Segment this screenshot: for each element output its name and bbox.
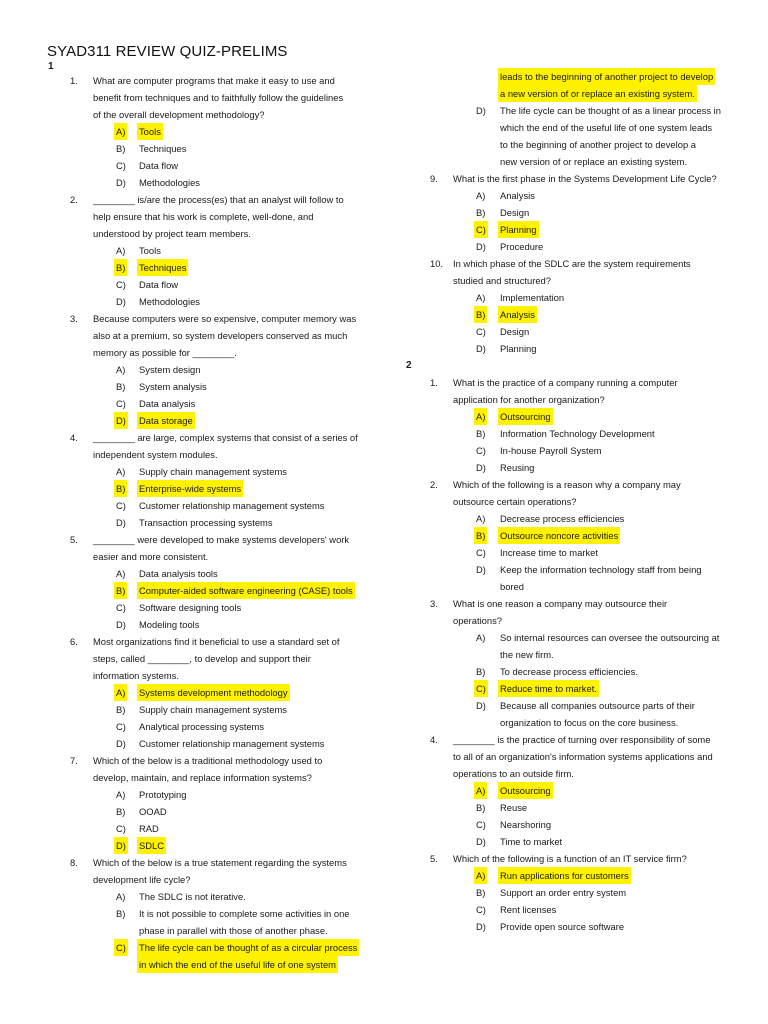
question-text: to all of an organization's information systems applications and: [453, 751, 713, 762]
option-text: Methodologies: [139, 177, 200, 188]
question-number: 6.: [70, 636, 78, 647]
question-number: 5.: [430, 853, 438, 864]
option-letter: A): [474, 408, 487, 425]
option-letter: C): [476, 819, 486, 830]
option-letter: A): [476, 513, 486, 524]
option-letter: A): [116, 568, 126, 579]
correct-answer-text: Outsourcing: [498, 408, 553, 425]
question-text: Because computers were so expensive, computer memory was: [93, 313, 357, 324]
page-title: SYAD311 REVIEW QUIZ-PRELIMS: [47, 43, 288, 60]
option-letter: D): [476, 462, 486, 473]
option-letter: B): [116, 908, 126, 919]
question-text: operations?: [453, 615, 502, 626]
option-letter: C): [116, 602, 126, 613]
option-letter: A): [476, 292, 486, 303]
option-text: the new firm.: [500, 649, 554, 660]
question-text: operations to an outside firm.: [453, 768, 574, 779]
option-letter: C): [116, 721, 126, 732]
question-text: ________ is the practice of turning over responsibility of some: [453, 734, 711, 745]
correct-answer-text: Run applications for customers: [498, 867, 631, 884]
option-text: Planning: [500, 343, 537, 354]
option-text: Software designing tools: [139, 602, 242, 613]
correct-answer-text: in which the end of the useful life of one system: [137, 956, 338, 973]
option-letter: D): [476, 921, 486, 932]
option-text: To decrease process efficiencies.: [500, 666, 638, 677]
question-text: ________ is/are the process(es) that an analyst will follow to: [93, 194, 344, 205]
option-letter: B): [476, 802, 486, 813]
option-text: System design: [139, 364, 201, 375]
correct-answer-text: Outsourcing: [498, 782, 553, 799]
option-text: Prototyping: [139, 789, 187, 800]
option-text: which the end of the useful life of one system leads: [500, 122, 713, 133]
option-text: Design: [500, 207, 530, 218]
option-letter: A): [116, 789, 126, 800]
option-letter: B): [476, 207, 486, 218]
option-letter: B): [116, 704, 126, 715]
option-letter: D): [116, 517, 126, 528]
option-letter: B): [476, 428, 486, 439]
question-text: also at a premium, so system developers conserved as much: [93, 330, 348, 341]
question-text: ________ are large, complex systems that consist of a series of: [93, 432, 358, 443]
option-letter: B): [476, 666, 486, 677]
question-text: of the overall development methodology?: [93, 109, 265, 120]
option-letter: D): [476, 105, 486, 116]
option-letter: D): [116, 296, 126, 307]
question-text: What is the practice of a company running a computer: [453, 377, 678, 388]
correct-answer-text: Systems development methodology: [137, 684, 290, 701]
option-letter: B): [476, 887, 486, 898]
option-text: new version of or replace an existing system.: [500, 156, 688, 167]
correct-answer-text: a new version of or replace an existing system.: [498, 85, 697, 102]
option-text: Supply chain management systems: [139, 466, 287, 477]
option-letter: B): [474, 306, 487, 323]
option-letter: B): [116, 806, 126, 817]
option-letter: D): [476, 700, 486, 711]
option-letter: A): [474, 867, 487, 884]
question-number: 4.: [430, 734, 438, 745]
option-letter: D): [116, 177, 126, 188]
option-text: Increase time to market: [500, 547, 598, 558]
option-letter: C): [116, 279, 126, 290]
question-text: In which phase of the SDLC are the system requirements: [453, 258, 691, 269]
question-text: understood by project team members.: [93, 228, 251, 239]
correct-answer-text: The life cycle can be thought of as a circular process: [137, 939, 359, 956]
correct-answer-text: Enterprise-wide systems: [137, 480, 243, 497]
question-text: Which of the following is a reason why a company may: [453, 479, 681, 490]
option-letter: B): [114, 259, 127, 276]
option-letter: B): [114, 582, 127, 599]
option-letter: A): [476, 632, 486, 643]
question-text: ________ were developed to make systems developers' work: [93, 534, 350, 545]
correct-answer-text: Data storage: [137, 412, 195, 429]
option-text: OOAD: [139, 806, 167, 817]
option-text: RAD: [139, 823, 159, 834]
question-text: outsource certain operations?: [453, 496, 577, 507]
option-letter: C): [116, 823, 126, 834]
option-text: The life cycle can be thought of as a linear process in: [500, 105, 721, 116]
option-text: Support an order entry system: [500, 887, 627, 898]
option-text: Supply chain management systems: [139, 704, 287, 715]
question-number: 1.: [430, 377, 438, 388]
option-letter: A): [114, 684, 127, 701]
question-number: 3.: [70, 313, 78, 324]
option-text: Data flow: [139, 279, 179, 290]
option-letter: C): [474, 680, 488, 697]
option-letter: B): [114, 480, 127, 497]
correct-answer-text: Analysis: [498, 306, 537, 323]
option-text: Tools: [139, 245, 161, 256]
question-text: steps, called ________, to develop and support their: [93, 653, 311, 664]
question-number: 3.: [430, 598, 438, 609]
question-number: 4.: [70, 432, 78, 443]
option-text: It is not possible to complete some activities in one: [139, 908, 350, 919]
option-text: Decrease process efficiencies: [500, 513, 625, 524]
option-letter: D): [476, 836, 486, 847]
question-text: development life cycle?: [93, 874, 191, 885]
question-text: What are computer programs that make it easy to use and: [93, 75, 335, 86]
option-text: Nearshoring: [500, 819, 552, 830]
question-text: memory as possible for ________.: [93, 347, 237, 358]
option-letter: A): [474, 782, 487, 799]
option-letter: D): [116, 738, 126, 749]
correct-answer-text: Tools: [137, 123, 163, 140]
option-letter: C): [474, 221, 488, 238]
question-text: benefit from techniques and to faithfully follow the guidelines: [93, 92, 344, 103]
question-number: 9.: [430, 173, 438, 184]
option-text: Rent licenses: [500, 904, 557, 915]
option-text: Design: [500, 326, 530, 337]
option-text: Reusing: [500, 462, 535, 473]
section-label: 2: [406, 360, 412, 371]
option-text: Techniques: [139, 143, 187, 154]
option-text: Time to market: [500, 836, 563, 847]
option-letter: A): [114, 123, 127, 140]
option-text: phase in parallel with those of another phase.: [139, 925, 328, 936]
option-letter: A): [116, 364, 126, 375]
option-letter: C): [476, 326, 486, 337]
question-text: develop, maintain, and replace information systems?: [93, 772, 312, 783]
option-letter: D): [476, 343, 486, 354]
option-text: Customer relationship management systems: [139, 500, 325, 511]
option-text: Transaction processing systems: [139, 517, 273, 528]
correct-answer-text: Reduce time to market.: [498, 680, 599, 697]
option-text: to the beginning of another project to develop a: [500, 139, 696, 150]
option-letter: C): [476, 547, 486, 558]
option-text: Analysis: [500, 190, 535, 201]
option-letter: D): [114, 412, 128, 429]
option-text: Data analysis: [139, 398, 196, 409]
question-number: 10.: [430, 258, 444, 269]
option-text: Implementation: [500, 292, 565, 303]
question-text: Most organizations find it beneficial to use a standard set of: [93, 636, 340, 647]
option-letter: D): [114, 837, 128, 854]
option-letter: C): [114, 939, 128, 956]
section-label: 1: [48, 61, 54, 72]
question-text: independent system modules.: [93, 449, 218, 460]
option-letter: B): [116, 143, 126, 154]
option-text: Reuse: [500, 802, 528, 813]
correct-answer-text: Computer-aided software engineering (CASE) tools: [137, 582, 355, 599]
question-text: studied and structured?: [453, 275, 551, 286]
option-letter: A): [116, 245, 126, 256]
option-letter: B): [474, 527, 487, 544]
option-text: Data flow: [139, 160, 179, 171]
option-letter: D): [116, 619, 126, 630]
option-text: So internal resources can oversee the outsourcing at: [500, 632, 720, 643]
question-number: 2.: [430, 479, 438, 490]
question-number: 8.: [70, 857, 78, 868]
option-letter: D): [476, 564, 486, 575]
option-text: Because all companies outsource parts of their: [500, 700, 695, 711]
option-text: Methodologies: [139, 296, 200, 307]
option-letter: A): [476, 190, 486, 201]
question-number: 7.: [70, 755, 78, 766]
correct-answer-text: leads to the beginning of another project to develop: [498, 68, 715, 85]
option-text: In-house Payroll System: [500, 445, 602, 456]
question-number: 1.: [70, 75, 78, 86]
option-text: Keep the information technology staff from being: [500, 564, 702, 575]
option-text: Information Technology Development: [500, 428, 655, 439]
option-letter: D): [476, 241, 486, 252]
option-text: Procedure: [500, 241, 544, 252]
option-letter: A): [116, 466, 126, 477]
option-text: System analysis: [139, 381, 207, 392]
question-text: information systems.: [93, 670, 179, 681]
option-letter: B): [116, 381, 126, 392]
question-text: help ensure that his work is complete, well-done, and: [93, 211, 314, 222]
option-text: Provide open source software: [500, 921, 625, 932]
option-text: The SDLC is not iterative.: [139, 891, 246, 902]
option-text: organization to focus on the core business.: [500, 717, 679, 728]
question-text: easier and more consistent.: [93, 551, 209, 562]
question-text: What is the first phase in the Systems Development Life Cycle?: [453, 173, 717, 184]
correct-answer-text: Planning: [498, 221, 539, 238]
option-letter: C): [116, 160, 126, 171]
question-number: 2.: [70, 194, 78, 205]
option-text: Data analysis tools: [139, 568, 218, 579]
option-text: bored: [500, 581, 524, 592]
option-text: Analytical processing systems: [139, 721, 265, 732]
question-text: Which of the following is a function of an IT service firm?: [453, 853, 687, 864]
option-letter: C): [476, 904, 486, 915]
option-letter: A): [116, 891, 126, 902]
question-number: 5.: [70, 534, 78, 545]
correct-answer-text: SDLC: [137, 837, 166, 854]
correct-answer-text: Outsource noncore activities: [498, 527, 620, 544]
option-letter: C): [116, 500, 126, 511]
option-text: Customer relationship management systems: [139, 738, 325, 749]
correct-answer-text: Techniques: [137, 259, 188, 276]
option-text: Modeling tools: [139, 619, 200, 630]
question-text: Which of the below is a true statement regarding the systems: [93, 857, 347, 868]
question-text: application for another organization?: [453, 394, 605, 405]
question-text: Which of the below is a traditional methodology used to: [93, 755, 323, 766]
option-letter: C): [116, 398, 126, 409]
option-letter: C): [476, 445, 486, 456]
question-text: What is one reason a company may outsource their: [453, 598, 668, 609]
